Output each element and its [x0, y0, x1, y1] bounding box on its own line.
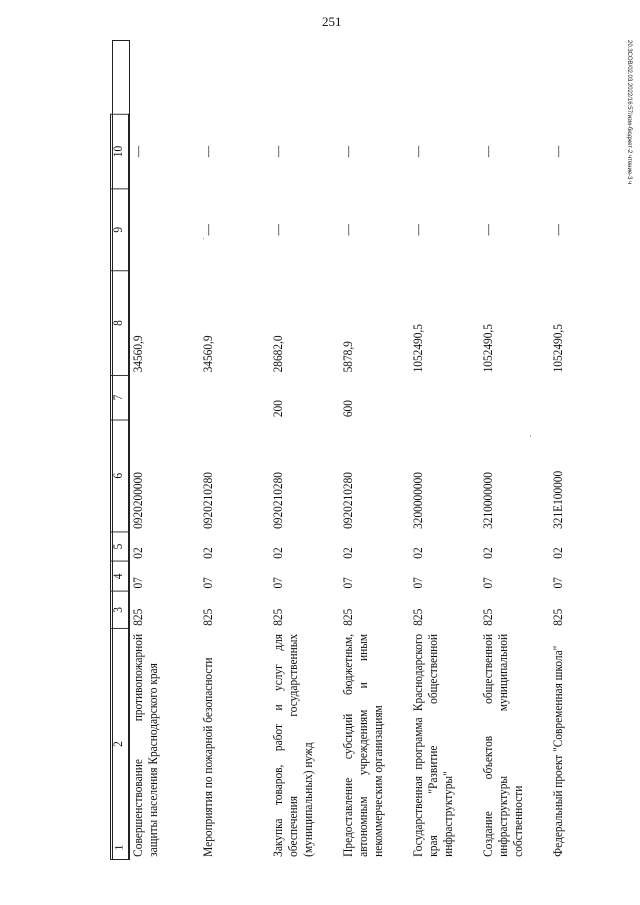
- scan-artifact: ': [203, 238, 205, 244]
- cell-col10: —: [340, 145, 355, 158]
- col-header-8: 8: [111, 271, 129, 375]
- cell-col9: —: [410, 224, 425, 236]
- row-name: Государственная программа Краснодарского края "Развитие общественной инфраструктуры": [410, 633, 455, 857]
- cell-col10: —: [270, 145, 285, 158]
- cell-col10: —: [410, 145, 425, 158]
- cell-col4: 07: [131, 577, 145, 589]
- row-name: Совершенствование противопожарной защиты населения Краснодарского края: [131, 633, 160, 857]
- cell-col8: 5878,9: [340, 341, 355, 373]
- cell-col3: 825: [270, 608, 285, 626]
- cell-col3: 825: [340, 608, 355, 626]
- row-name: Мероприятия по пожарной безопасности: [200, 657, 215, 857]
- cell-col7: [479, 375, 549, 420]
- cell-col6: 0920210280: [200, 472, 215, 529]
- cell-col8: 1052490,5: [480, 324, 495, 373]
- col-header-3: 3: [111, 591, 129, 628]
- cell-col4: 07: [410, 577, 425, 589]
- col-header-4: 4: [111, 561, 129, 591]
- cell-col10: —: [480, 145, 495, 158]
- cell-col6: 0920210280: [270, 472, 285, 529]
- cell-col9: —: [340, 224, 355, 236]
- cell-col8: 28682,0: [270, 335, 285, 373]
- cell-col8: 1052490,5: [550, 324, 565, 373]
- cell-col6: 321E100000: [550, 470, 565, 529]
- cell-col5: 02: [340, 547, 355, 559]
- cell-col9: [129, 189, 199, 271]
- table-row: [129, 114, 199, 859]
- cell-col7: [549, 375, 619, 420]
- row-name: Федеральный проект "Современная школа": [550, 645, 565, 857]
- table-row: [339, 114, 409, 859]
- cell-col5: 02: [480, 547, 495, 559]
- col-header-1: 1: [111, 844, 126, 851]
- col-header-10: 10: [111, 114, 129, 189]
- cell-col7: [409, 375, 479, 420]
- cell-col4: 07: [340, 577, 355, 589]
- cell-col8: 1052490,5: [410, 324, 425, 373]
- col-header-6: 6: [111, 420, 129, 532]
- cell-col7: [129, 375, 199, 420]
- cell-col5: 02: [131, 547, 145, 559]
- cell-col6: 3210000000: [480, 472, 495, 529]
- cell-col3: 825: [550, 608, 565, 626]
- cell-col9: —: [550, 224, 565, 236]
- cell-col4: 07: [480, 577, 495, 589]
- table-row: [409, 114, 479, 859]
- cell-col5: 02: [200, 547, 215, 559]
- cell-col5: 02: [550, 547, 565, 559]
- cell-col8: 34560,9: [200, 335, 215, 373]
- table-row: [549, 114, 619, 859]
- cell-col5: 02: [270, 547, 285, 559]
- cell-col8: 34560,9: [131, 335, 145, 373]
- scan-artifact: ,: [530, 432, 532, 438]
- cell-col10: —: [550, 145, 565, 158]
- cell-col9: —: [200, 224, 215, 236]
- cell-col9: —: [480, 224, 495, 236]
- cell-col4: 07: [550, 577, 565, 589]
- side-note: 20.3СОВ/02.03.2022/16:57/изм-бюджет-2 чтение-3 ч: [626, 40, 632, 185]
- cell-col3: 825: [200, 608, 215, 626]
- page-number: 251: [322, 14, 342, 29]
- cell-col10: —: [200, 145, 215, 158]
- cell-col6: 0920210280: [340, 472, 355, 529]
- col-header-7: 7: [111, 375, 129, 420]
- table-row: [269, 114, 339, 859]
- col-header-2: 2: [111, 629, 129, 860]
- cell-col7: [199, 375, 269, 420]
- col-header-9: 9: [111, 189, 129, 271]
- cell-col9: —: [270, 224, 285, 236]
- cell-col10: —: [131, 145, 145, 158]
- col-header-1-cell: [112, 40, 130, 860]
- cell-col4: 07: [270, 577, 285, 589]
- cell-col6: 3200000000: [410, 472, 425, 529]
- cell-col7: 200: [270, 400, 285, 418]
- cell-col6: 0920200000: [131, 472, 145, 529]
- budget-table: [110, 114, 619, 860]
- table-row: [479, 114, 549, 859]
- cell-col3: 825: [480, 608, 495, 626]
- cell-col3: 825: [410, 608, 425, 626]
- col-header-5: 5: [111, 532, 129, 562]
- cell-col3: 825: [131, 608, 145, 626]
- cell-col4: 07: [200, 577, 215, 589]
- row-name: Создание объектов общественной инфраструктуры муниципальной собственности: [480, 633, 525, 857]
- row-name: Закупка товаров, работ и услуг для обеспечения государственных (муниципальных) нужд: [270, 633, 315, 857]
- table-row: [199, 114, 269, 859]
- cell-col5: 02: [410, 547, 425, 559]
- cell-col7: 600: [340, 400, 355, 418]
- rotated-table-sheet: [110, 41, 600, 860]
- row-name: Предоставление субсидий бюджетным, автономным учреждениям и иным некоммерческим организациям: [340, 633, 385, 857]
